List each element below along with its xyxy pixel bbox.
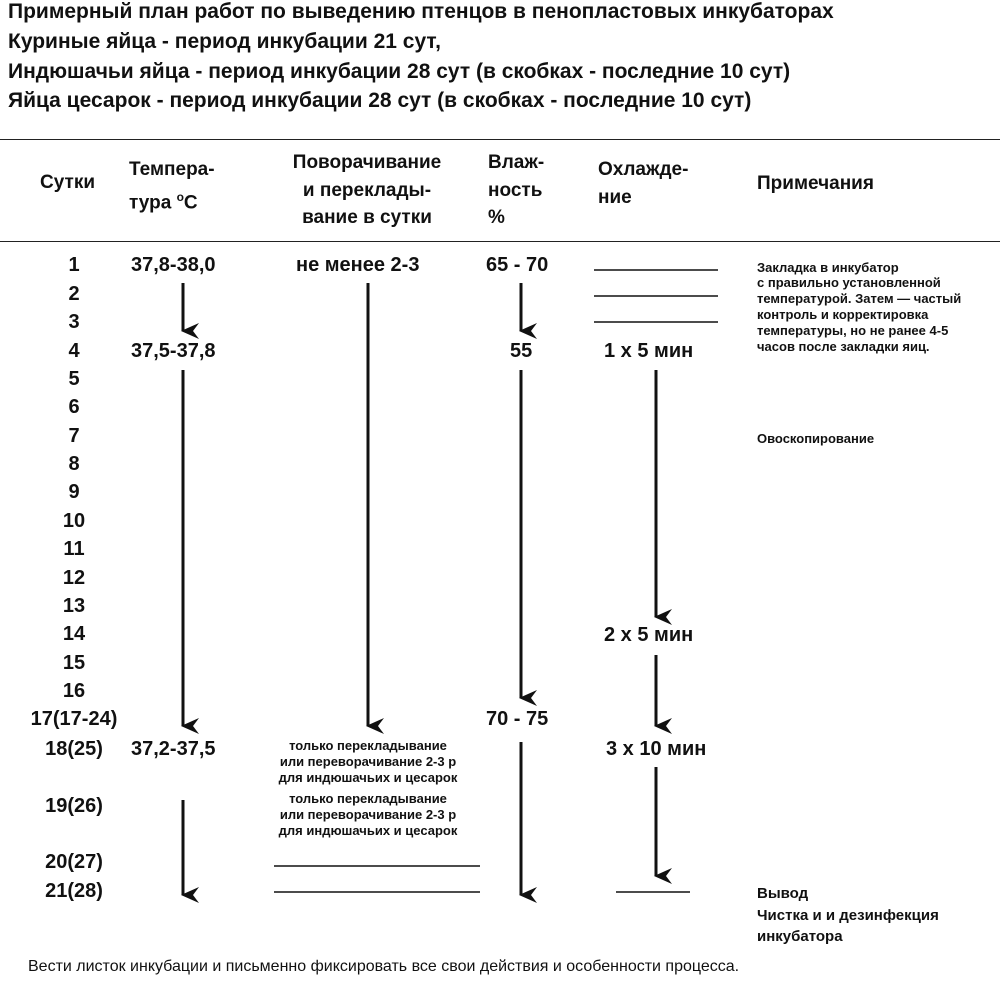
header-turn-line2: и переклады- — [302, 180, 432, 201]
day-label: 21(28) — [45, 880, 103, 902]
temp-value-day18: 37,2-37,5 — [131, 738, 216, 760]
day-label: 8 — [68, 453, 80, 475]
day-label: 12 — [62, 567, 86, 589]
note-day21-line2: Чистка и и дезинфекция — [757, 907, 939, 924]
note-day1-line5: температуры, но не ранее 4-5 — [757, 323, 949, 338]
header-temp-line1: Темпера- — [129, 159, 215, 180]
header-temp-word: тура — [129, 192, 172, 214]
header-cool-line1: Охлажде- — [598, 159, 689, 180]
header-temp-unit: C — [183, 192, 198, 214]
header-turn-line3: вание в сутки — [302, 207, 432, 228]
header-days: Сутки — [40, 172, 96, 193]
humidity-value-day17: 70 - 75 — [486, 708, 549, 730]
temp-value-day1: 37,8-38,0 — [131, 254, 216, 276]
day-label: 18(25) — [45, 738, 103, 760]
title-line-2: Куриные яйца - период инкубации 21 сут, — [8, 30, 441, 53]
day-label: 6 — [68, 396, 80, 418]
cooling-value-day18: 3 х 10 мин — [606, 738, 707, 760]
day-label: 15 — [62, 652, 86, 674]
turning-note-day19-line3: для индюшачьих и цесарок — [278, 823, 458, 838]
header-hum-line3: % — [488, 207, 505, 228]
day-label: 17(17-24) — [30, 708, 118, 730]
day-label: 16 — [62, 680, 86, 702]
day-label: 7 — [68, 425, 80, 447]
day-label: 20(27) — [45, 851, 103, 873]
header-notes: Примечания — [757, 173, 874, 194]
day-label: 4 — [68, 340, 80, 362]
turning-note-day18-line3: для индюшачьих и цесарок — [278, 770, 458, 785]
cooling-value-day14: 2 х 5 мин — [604, 624, 694, 646]
note-day1-line4: контроль и корректировка — [757, 307, 929, 322]
title-line-4: Яйца цесарок - период инкубации 28 сут (в скобках - последние 10 сут) — [8, 89, 752, 112]
note-day1-line6: часов после закладки яиц. — [757, 339, 930, 354]
header-hum-line1: Влаж- — [488, 152, 545, 173]
footer-note: Вести листок инкубации и письменно фиксировать все свои действия и особенности процесса. — [28, 958, 740, 975]
header-turn-line1: Поворачивание — [292, 152, 442, 173]
day-label: 19(26) — [45, 795, 103, 817]
turning-note-day18-line2: или переворачивание 2-3 р — [279, 754, 457, 769]
day-label: 10 — [62, 510, 86, 532]
title-line-1: Примерный план работ по выведению птенцов в пенопластовых инкубаторах — [8, 0, 834, 23]
header-hum-line2: ность — [488, 180, 543, 201]
header-cool-line2: ние — [598, 187, 632, 208]
note-day21-line3: инкубатора — [757, 928, 843, 945]
day-label: 5 — [68, 368, 80, 390]
note-day1-line2: с правильно установленной — [757, 275, 941, 290]
day-label: 3 — [68, 311, 80, 333]
humidity-value-day4: 55 — [510, 340, 533, 362]
humidity-value-day1: 65 - 70 — [486, 254, 549, 276]
cooling-value-day4: 1 х 5 мин — [604, 340, 694, 362]
day-label: 13 — [62, 595, 86, 617]
turning-value-day1: не менее 2-3 — [296, 254, 420, 276]
turning-note-day19-line2: или переворачивание 2-3 р — [279, 807, 457, 822]
day-label: 1 — [68, 254, 80, 276]
day-label: 2 — [68, 283, 80, 305]
note-day1-line1: Закладка в инкубатор — [757, 260, 899, 275]
day-label: 11 — [63, 538, 85, 560]
note-day21-line1: Вывод — [757, 885, 809, 902]
day-label: 9 — [68, 481, 80, 503]
turning-note-day19-line1: только перекладывание — [289, 791, 447, 806]
note-day7: Овоскопирование — [757, 431, 875, 446]
note-day1-line3: температурой. Затем — частый — [757, 291, 962, 306]
turning-note-day18-line1: только перекладывание — [289, 738, 447, 753]
header-temp-degree: o — [176, 190, 184, 204]
temp-value-day4: 37,5-37,8 — [131, 340, 216, 362]
title-line-3: Индюшачьи яйца - период инкубации 28 сут (в скобках - последние 10 сут) — [8, 60, 791, 83]
day-label: 14 — [62, 623, 86, 645]
